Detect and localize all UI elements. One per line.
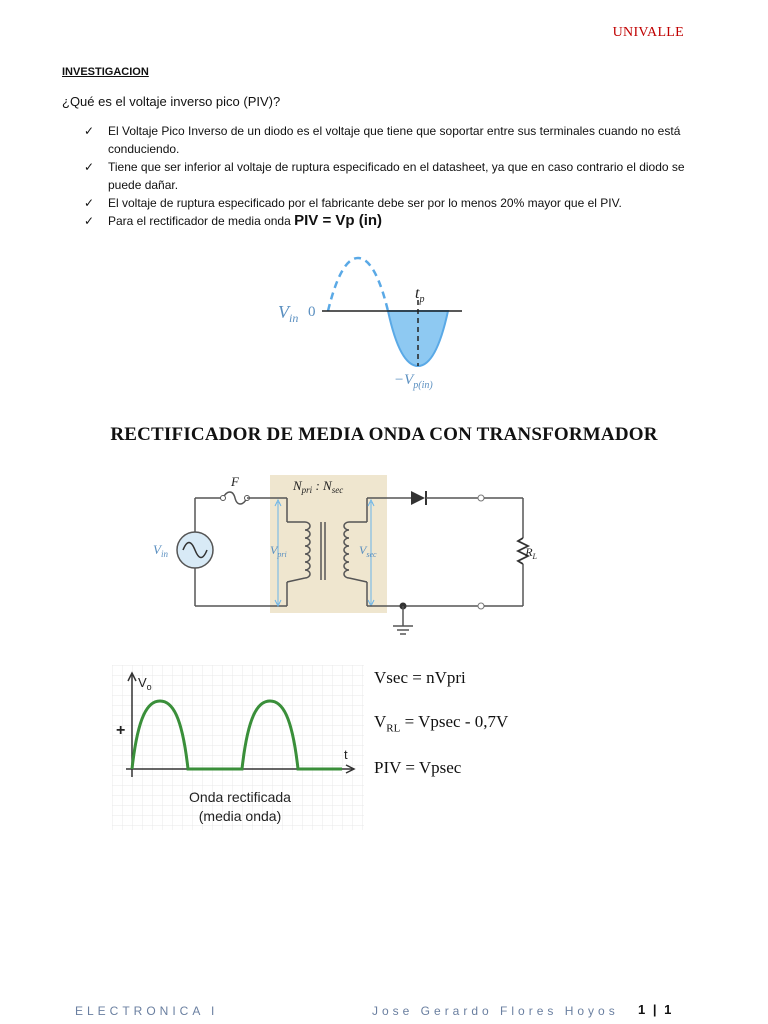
ground-icon [393,606,413,634]
section-title: INVESTIGACION [62,66,149,78]
caption-line2: (media onda) [198,808,282,824]
zero-label: 0 [308,304,316,320]
negative-half-wave-figure [270,248,490,396]
piv-formula: PIV = Vp (in) [294,212,383,229]
equation-piv: PIV = Vpsec [374,758,462,777]
bullet-item [84,158,704,194]
t-axis-label: t [344,747,348,762]
neg-peak-label: $-V_{p(in)}$ [394,372,433,391]
vsec-label: $V_{sec}$ [359,543,377,559]
diode-icon [411,491,426,505]
vin-source-label: $V_{in}$ [153,542,168,559]
question: ¿Qué es el voltaje inverso pico (PIV)? [62,94,281,109]
checkmark-icon: ✓ [84,196,95,210]
circuit-title: RECTIFICADOR DE MEDIA ONDA CON TRANSFORMADOR [110,424,658,445]
vo-axis-label: $V_o$ [138,675,152,692]
bullet-text: Para el rectificador de media onda [108,214,295,228]
half-wave-circuit-figure [145,470,545,640]
bullet-item [84,212,704,230]
rl-label: $R_L$ [525,545,537,561]
caption-line1: Onda rectificada [189,789,291,805]
checkmark-icon: ✓ [84,124,95,138]
turns-ratio-label: $N_{pri}$ : $N_{sec}$ [293,478,344,495]
bullet-text: Tiene que ser inferior al voltaje de ruptura especificado en el datasheet, ya que en caso contrario el diodo se puede dañar. [108,160,685,192]
footer-author: Jose Gerardo Flores Hoyos [372,1004,619,1018]
bullet-text: El voltaje de ruptura especificado por el fabricante debe ser por lo menos 20% mayor que el PIV. [108,196,622,210]
ac-source-icon [177,532,213,568]
checkmark-icon: ✓ [84,214,95,228]
vpri-label: $V_{pri}$ [270,543,287,559]
bullet-list [84,122,704,230]
positive-half-dashed [328,258,388,311]
footer-subject: ELECTRONICA I [75,1004,219,1018]
page-number: 1 | 1 [638,1002,674,1017]
fuse-label: F [231,474,239,489]
fuse-icon [223,492,247,504]
equation-vsec: Vsec = nVpri [374,668,466,687]
vin-label: $V_{in}$ [278,302,299,325]
bullet-item [84,194,704,212]
tp-label: $t_p$ [415,285,425,305]
bullet-text: El Voltaje Pico Inverso de un diodo es el voltaje que tiene que soportar entre sus terminales cuando no está conduciendo. [108,124,681,156]
bullet-item [84,122,704,158]
equation-vrl: $V_{RL} = Vpsec - 0,7V$ [374,712,509,735]
checkmark-icon: ✓ [84,160,95,174]
rectified-output-figure [112,665,364,830]
plus-label: + [116,722,126,739]
header-institution: UNIVALLE [612,25,684,40]
